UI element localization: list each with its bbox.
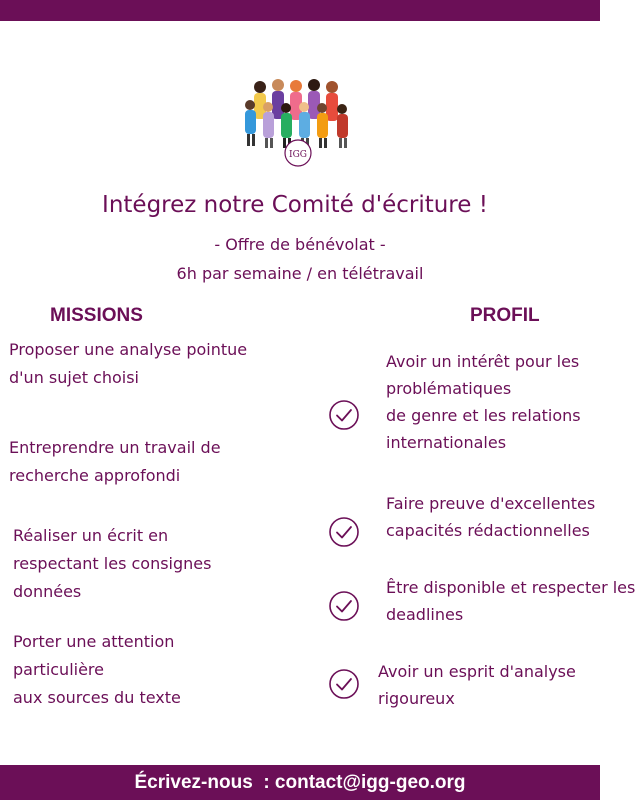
top-banner xyxy=(0,0,600,21)
profile-line: de genre et les relations xyxy=(386,406,581,425)
mission-item xyxy=(9,434,221,490)
missions-heading: MISSIONS xyxy=(50,305,143,326)
profile-item xyxy=(386,348,581,456)
check-circle-icon xyxy=(328,516,360,548)
check-circle-icon xyxy=(328,590,360,622)
contact-banner xyxy=(0,765,600,800)
mission-line: Réaliser un écrit en xyxy=(13,526,169,545)
mission-line: respectant les consignes xyxy=(13,554,212,573)
profile-line: Avoir un intérêt pour les xyxy=(386,352,580,371)
mission-line: Entreprendre un travail de xyxy=(9,438,221,457)
mission-line: aux sources du texte xyxy=(13,688,181,707)
contact-email-text[interactable]: Écrivez-nous : contact@igg-geo.org xyxy=(134,771,466,793)
volunteers-group-logo xyxy=(238,75,358,175)
svg-text:IGG: IGG xyxy=(289,150,307,160)
mission-item xyxy=(9,336,247,392)
profile-line: Être disponible et respecter les xyxy=(386,578,635,597)
mission-item xyxy=(13,628,181,712)
profile-line: Faire preuve d'excellentes xyxy=(386,494,596,513)
profile-item xyxy=(386,490,595,544)
profile-line: capacités rédactionnelles xyxy=(386,521,590,540)
profile-line: problématiques xyxy=(386,379,512,398)
mission-line: particulière xyxy=(13,660,104,679)
profile-line: deadlines xyxy=(386,605,464,624)
profil-heading: PROFIL xyxy=(470,305,540,326)
profile-line: Avoir un esprit d'analyse xyxy=(378,662,576,681)
mission-line: données xyxy=(13,582,82,601)
mission-line: Proposer une analyse pointue xyxy=(9,340,248,359)
offer-details: 6h par semaine / en télétravail xyxy=(176,264,424,283)
offer-type: - Offre de bénévolat - xyxy=(214,235,386,254)
profile-item xyxy=(378,658,576,712)
page-title: Intégrez notre Comité d'écriture ! xyxy=(102,192,488,218)
check-circle-icon xyxy=(328,668,360,700)
profile-line: internationales xyxy=(386,433,507,452)
igg-seal-icon xyxy=(285,140,311,166)
profile-item xyxy=(386,574,635,628)
mission-line: Porter une attention xyxy=(13,632,175,651)
mission-item xyxy=(13,522,211,606)
people-illustration-icon xyxy=(245,79,348,148)
mission-line: d'un sujet choisi xyxy=(9,368,139,387)
mission-line: recherche approfondi xyxy=(9,466,181,485)
check-circle-icon xyxy=(328,399,360,431)
profile-line: rigoureux xyxy=(378,689,455,708)
